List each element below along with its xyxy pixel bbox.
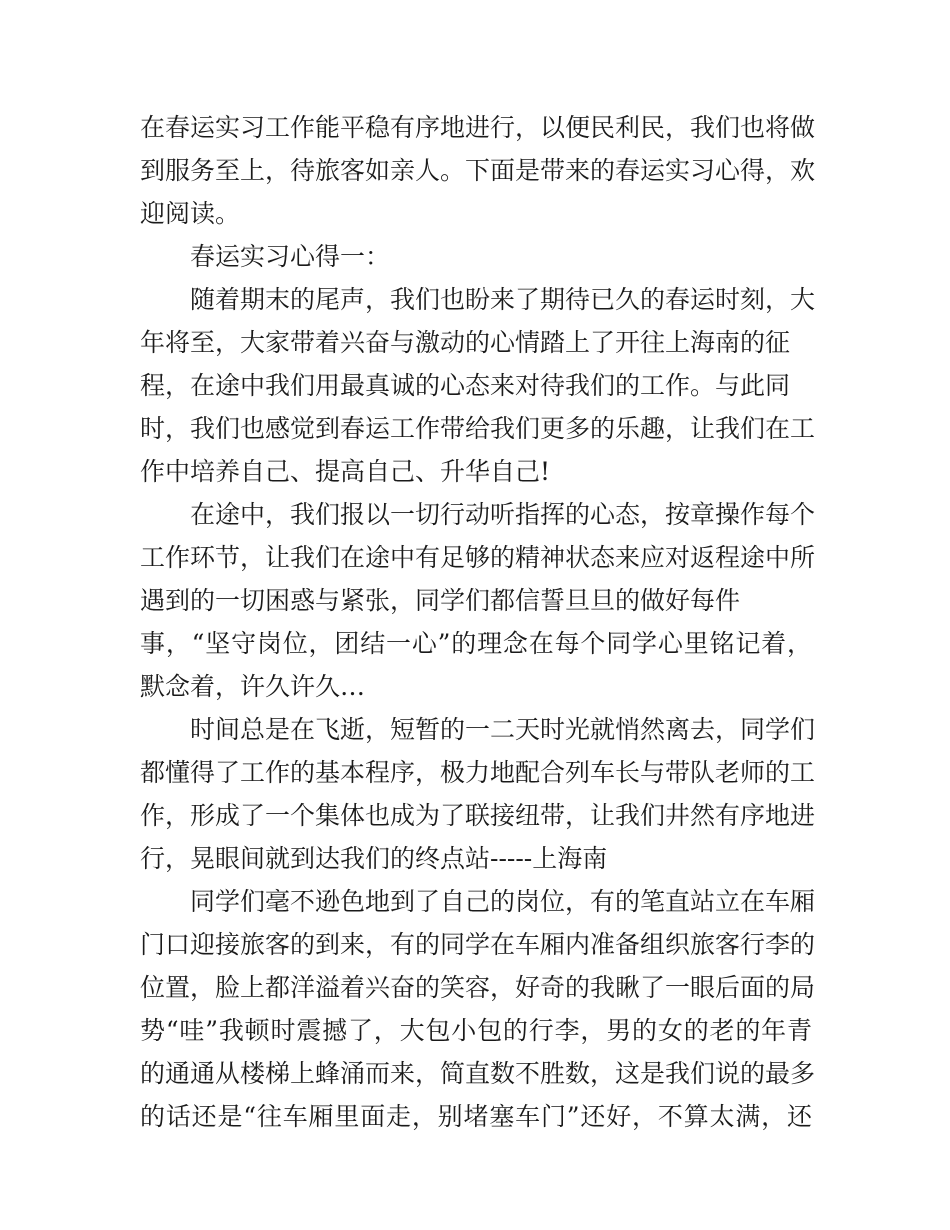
text-line: 事，“坚守岗位，团结一心”的理念在每个同学心里铭记着， — [140, 629, 812, 658]
text-line: 随着期末的尾声，我们也盼来了期待已久的春运时刻，大 — [190, 285, 816, 314]
section-heading: 春运实习心得一： — [190, 242, 391, 271]
text-line: 在途中，我们报以一切行动听指挥的心态，按章操作每个 — [190, 500, 816, 529]
text-line: 作中培养自己、提高自己、升华自己! — [140, 457, 551, 486]
text-line: 势“哇”我顿时震撼了，大包小包的行李，男的女的老的年青 — [140, 1016, 812, 1045]
text-line: 的通通从楼梯上蜂涌而来，简直数不胜数，这是我们说的最多 — [140, 1059, 816, 1088]
text-line: 行，晃眼间就到达我们的终点站-----上海南 — [140, 844, 608, 873]
text-line: 在春运实习工作能平稳有序地进行，以便民利民，我们也将做 — [140, 113, 816, 142]
text-line: 到服务至上，待旅客如亲人。下面是带来的春运实习心得，欢 — [140, 156, 816, 185]
text-line: 程，在途中我们用最真诚的心态来对待我们的工作。与此同 — [140, 371, 791, 400]
text-line: 门口迎接旅客的到来，有的同学在车厢内准备组织旅客行李的 — [140, 930, 816, 959]
text-line: 时，我们也感觉到春运工作带给我们更多的乐趣，让我们在工 — [140, 414, 816, 443]
text-line: 的话还是“往车厢里面走，别堵塞车门”还好，不算太满，还 — [140, 1102, 812, 1131]
text-line: 年将至，大家带着兴奋与激动的心情踏上了开往上海南的征 — [140, 328, 791, 357]
text-line: 工作环节，让我们在途中有足够的精神状态来应对返程途中所 — [140, 543, 816, 572]
text-line: 同学们毫不逊色地到了自己的岗位，有的笔直站立在车厢 — [190, 887, 816, 916]
text-line: 遇到的一切困惑与紧张，同学们都信誓旦旦的做好每件 — [140, 586, 741, 615]
text-line: 迎阅读。 — [140, 199, 241, 228]
text-line: 时间总是在飞逝，短暂的一二天时光就悄然离去，同学们 — [190, 715, 816, 744]
text-line: 都懂得了工作的基本程序，极力地配合列车长与带队老师的工 — [140, 758, 816, 787]
text-line: 默念着，许久许久… — [140, 672, 366, 701]
text-line: 位置，脸上都洋溢着兴奋的笑容，好奇的我瞅了一眼后面的局 — [140, 973, 816, 1002]
text-line: 作，形成了一个集体也成为了联接纽带，让我们井然有序地进 — [140, 801, 816, 830]
